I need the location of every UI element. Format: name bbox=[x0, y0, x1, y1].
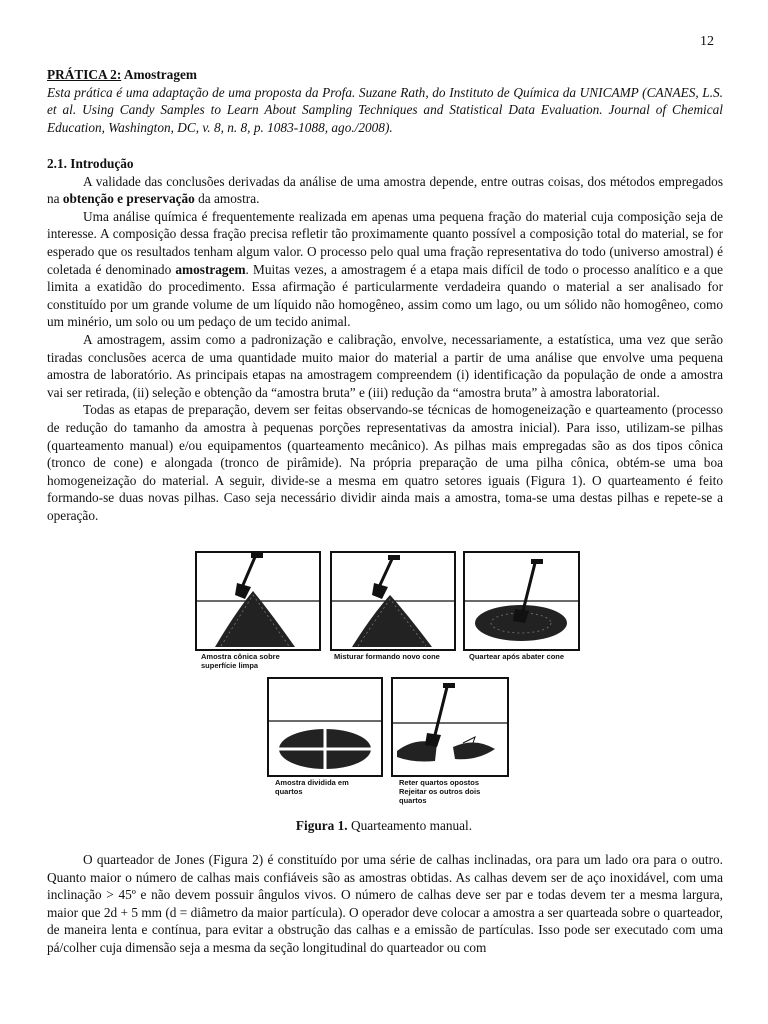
figure-1 bbox=[195, 551, 580, 805]
p2-text-b: . Muitas vezes, a amostragem é a etapa mais difícil de todo o processo analítico e a que limita a exatidão do procedimento. Essa afirmação é particularmente verdadeira quando o material a ser analisado for constituído por um grande volume de um líquido não homogêneo, assim como um lago, ou um sólido não homogêneo, como um minério, um solo ou um pedaço de um tecido animal. bbox=[47, 261, 723, 330]
paragraph-2 bbox=[47, 208, 723, 331]
p1-text-a: A validade das conclusões derivadas da análise de uma amostra depende, entre outras coisas, dos métodos empregados na bbox=[47, 173, 723, 207]
section-title: 2.1. Introdução bbox=[47, 156, 134, 171]
paragraph-3: A amostragem, assim como a padronização e calibração, envolve, necessariamente, a estatística, uma vez que serão tiradas conclusões acerca de uma quantidade muito maior do material a partir de uma análise que envolve uma pequena amostra de laboratório. As principais etapas na amostragem compreendem (i) identificação da população de onde a amostra vai ser retirada, (ii) seleção e obtenção da “amostra bruta” e (iii) redução da “amostra bruta” à amostra laboratorial. bbox=[47, 331, 723, 400]
paragraph-1 bbox=[47, 173, 723, 208]
p2-text-a: Uma análise química é frequentemente realizada em apenas uma pequena fração do material cuja composição seja de interesse. A composição dessa fração precisa refletir tão proximamente quanto possível a composição total do material, se for esperado que os resultados tenham algum valor. O processo pelo qual uma fração representativa do todo (universo amostral) é coletada é denominado bbox=[47, 208, 723, 277]
divided-quarters-illustration bbox=[267, 677, 383, 777]
figure-panel-retain-opposite-quarters bbox=[391, 677, 509, 805]
paragraph-5: O quarteador de Jones (Figura 2) é constituído por uma série de calhas inclinadas, ora para um lado ora para o outro. Quanto maior o número de calhas mais confiáveis são as amostras obtidas. As calhas devem ser de aço inoxidável, com uma inclinação > 45º e não devem possuir ângulos vivos. O número de calhas deve ser par e todas devem ter a mesma largura, maior que 2d + 5 mm (d = diâmetro da maior partícula). O operador deve colocar a amostra a ser quarteada sobre o quarteador, de maneira lenta e contínua, para evitar a obstrução das calhas e a emissão de partículas. Isso pode ser executado com uma pá/colher cuja dimensão seja a mesma da seção longitudinal do quarteador ou com bbox=[47, 852, 723, 955]
figure-panel-conical-sample bbox=[195, 551, 321, 670]
p1-bold: obtenção e preservação bbox=[62, 191, 195, 207]
figure-panel-divided-quarters bbox=[267, 677, 383, 796]
retain-quarters-illustration bbox=[391, 677, 509, 777]
figure-panel-caption: Quartear após abater cone bbox=[469, 652, 565, 661]
figure-panel-flatten-cone bbox=[463, 551, 580, 661]
practice-name: Amostragem bbox=[121, 67, 197, 82]
figure-panel-caption: Amostra dividida em quartos bbox=[275, 778, 349, 796]
p2-bold: amostragem bbox=[175, 261, 246, 277]
figure-panel-caption: Amostra cônica sobre superfície limpa bbox=[201, 652, 280, 670]
practice-credit: Esta prática é uma adaptação de uma proposta da Profa. Suzane Rath, do Instituto de Química da UNICAMP (CANAES, L.S. et al. Using Candy Samples to Learn About Sampling Techniques and Statistical Data Evaluation. Journal of Chemical Education, Washington, DC, v. 8, n. 8, p. 1083-1088, ago./2008). bbox=[47, 84, 723, 135]
figure-panel-mix-new-cone bbox=[330, 551, 456, 661]
figure-caption bbox=[0, 818, 768, 834]
paragraph-4: Todas as etapas de preparação, devem ser feitas observando-se técnicas de homogeneização e quarteamento (processo de redução do tamanho da amostra à pequenas porções representativas da amostra inicial). Para isso, utilizam-se pilhas (quarteamento manual) e/ou equipamentos (quarteamento mecânico). As pilhas mais empregadas são as dos tipos cônica (tronco de cone) e alongada (tronco de pirâmide). Na própria preparação de uma pilha cônica, obtém-se uma boa homogeneização do material. A seguir, divide-se a mesma em quatro setores iguais (Figura 1). O quarteamento é feito formando-se duas novas pilhas. Caso seja necessário dividir ainda mais a amostra, toma-se uma destas pilhas e repete-se a operação. bbox=[47, 402, 723, 523]
flatten-cone-illustration bbox=[463, 551, 580, 651]
p1-text-b: da amostra. bbox=[194, 191, 260, 207]
mix-new-cone-illustration bbox=[330, 551, 456, 651]
figure-caption-text: Quarteamento manual. bbox=[347, 818, 473, 833]
figure-caption-label: Figura 1. bbox=[295, 818, 348, 833]
practice-label: PRÁTICA 2: bbox=[47, 67, 122, 82]
figure-panel-caption: Reter quartos opostos Rejeitar os outros dois quartos bbox=[399, 778, 481, 805]
page-number: 12 bbox=[700, 34, 714, 49]
practice-title bbox=[47, 66, 723, 84]
introduction-section bbox=[47, 155, 723, 524]
conical-sample-illustration bbox=[195, 551, 321, 651]
practice-header bbox=[47, 66, 723, 136]
figure-panel-caption: Misturar formando novo cone bbox=[334, 652, 440, 661]
jones-splitter-section bbox=[47, 851, 723, 957]
